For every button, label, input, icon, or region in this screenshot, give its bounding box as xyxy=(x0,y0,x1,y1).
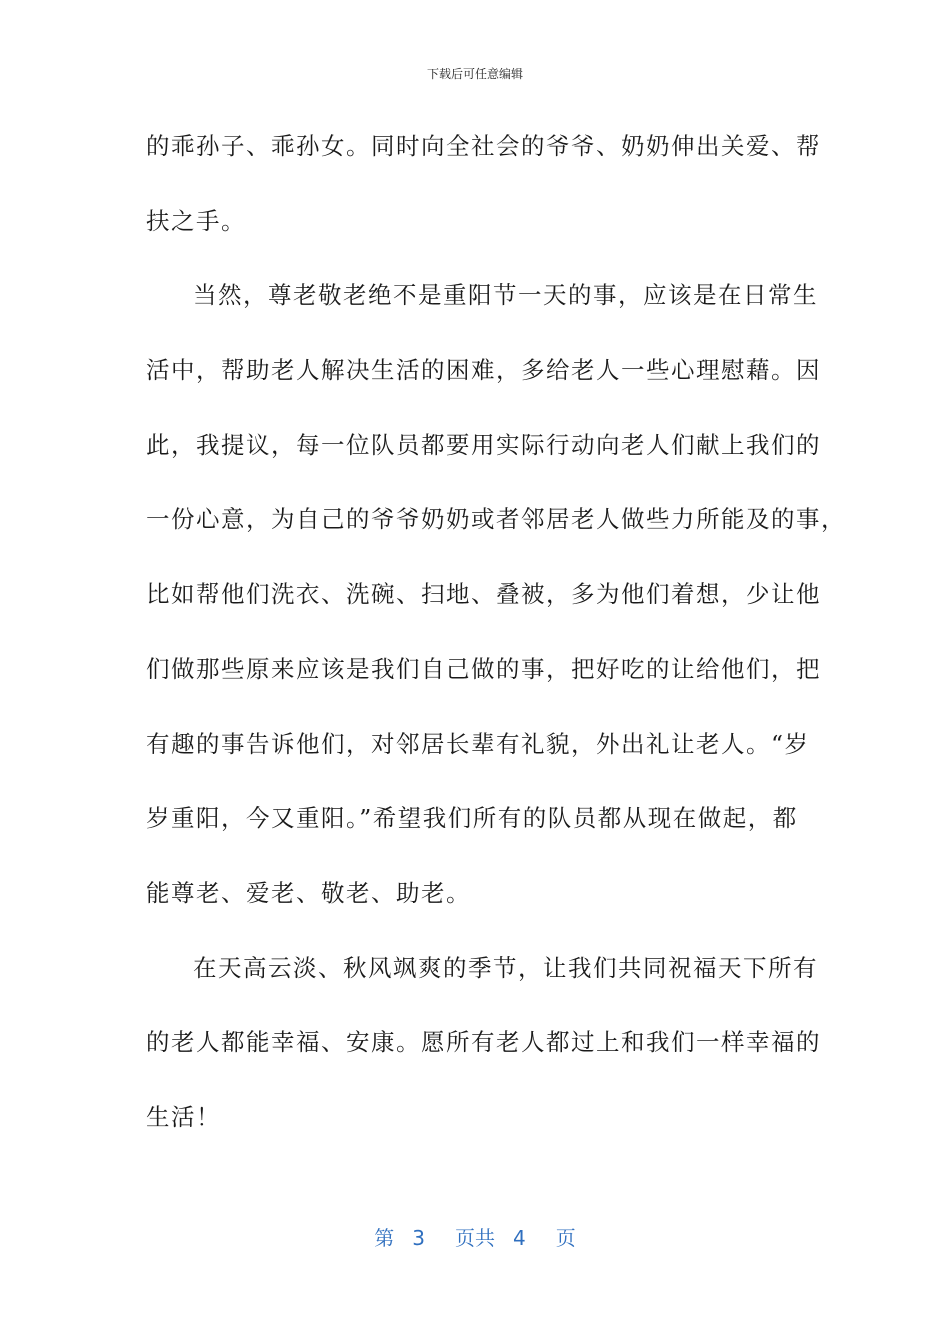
current-page-number: 3 xyxy=(412,1226,425,1250)
body-line: 有趣的事告诉他们，对邻居长辈有礼貌，外出礼让老人。“岁 xyxy=(146,729,810,758)
page-number-footer xyxy=(0,1226,950,1250)
body-line: 此，我提议，每一位队员都要用实际行动向老人们献上我们的 xyxy=(146,430,821,459)
document-body xyxy=(146,124,846,1170)
page-header-note: 下载后可任意编辑 xyxy=(426,67,523,81)
body-line: 扶之手。 xyxy=(146,206,246,235)
body-line: 比如帮他们洗衣、洗碗、扫地、叠被，多为他们着想，少让他 xyxy=(146,580,821,609)
body-line: 们做那些原来应该是我们自己做的事，把好吃的让给他们，把 xyxy=(146,654,821,683)
page-suffix: 页 xyxy=(555,1226,576,1250)
body-line: 在天高云淡、秋风飒爽的季节，让我们共同祝福天下所有 xyxy=(193,953,818,982)
total-pages-number: 4 xyxy=(513,1226,526,1250)
body-line: 当然，尊老敬老绝不是重阳节一天的事，应该是在日常生 xyxy=(193,281,818,310)
page-prefix: 第 xyxy=(374,1226,395,1250)
body-line: 活中，帮助老人解决生活的困难，多给老人一些心理慰藉。因 xyxy=(146,356,821,385)
body-line: 的老人都能幸福、安康。愿所有老人都过上和我们一样幸福的 xyxy=(146,1028,821,1057)
body-line: 的乖孙子、乖孙女。同时向全社会的爷爷、奶奶伸出关爱、帮 xyxy=(146,132,821,160)
body-line: 一份心意，为自己的爷爷奶奶或者邻居老人做些力所能及的事， xyxy=(146,505,846,534)
body-line: 岁重阳，今又重阳。”希望我们所有的队员都从现在做起，都 xyxy=(146,804,798,833)
page-mid-text: 页共 xyxy=(455,1226,495,1250)
body-line: 能尊老、爱老、敬老、助老。 xyxy=(146,878,471,907)
body-line: 生活！ xyxy=(146,1102,221,1131)
